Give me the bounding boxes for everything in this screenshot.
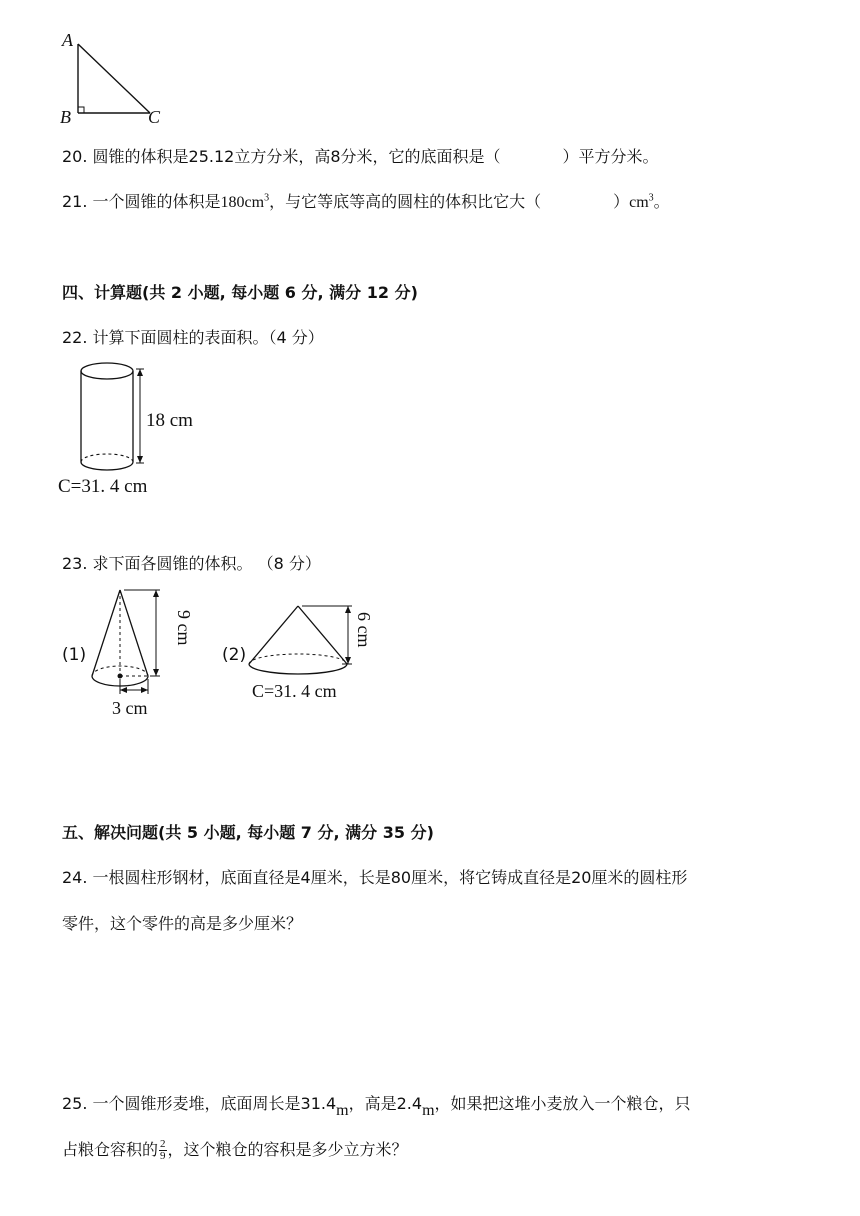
q25-fraction (159, 1139, 167, 1162)
q25-fraction-num: 2 (160, 1138, 166, 1150)
q25-l1-a: 25. 一个圆锥形麦堆，底面周长是31.4 (62, 1094, 337, 1113)
question-25-line-1 (62, 1093, 691, 1119)
cylinder-figure (56, 356, 216, 501)
triangle-figure (56, 28, 176, 128)
vertex-label-b: B (60, 107, 71, 127)
cone-1-index: (1) (62, 645, 87, 665)
q25-l1-c: ，如果把这堆小麦放入一个粮仓，只 (434, 1094, 691, 1113)
cylinder-height-label: 18 cm (146, 410, 193, 431)
q21-unit-exp: 3 (648, 192, 654, 204)
section-4-title: 四、计算题(共 2 小题, 每小题 6 分, 满分 12 分) (62, 283, 418, 302)
q25-unit-m-1: m (336, 1102, 349, 1119)
q25-unit-m-2: m (422, 1102, 435, 1119)
cone-2-figure (216, 596, 386, 706)
question-24-line-2: 零件，这个零件的高是多少厘米？ (62, 914, 303, 933)
cone-2-circumference-label: C=31. 4 cm (252, 681, 337, 701)
section-5-title: 五、解决问题(共 5 小题, 每小题 7 分, 满分 35 分) (62, 823, 434, 842)
cylinder-circumference-label: C=31. 4 cm (58, 476, 148, 497)
cone-2-index: (2) (222, 645, 247, 665)
question-25-line-2 (62, 1139, 408, 1162)
cone-1-figure (56, 582, 196, 722)
q21-end: 。 (653, 192, 670, 211)
vertex-label-c: C (148, 107, 161, 127)
q21-mid: ，与它等底等高的圆柱的体积比它大（ (269, 192, 542, 211)
cone-2-height-label: 6 cm (354, 612, 374, 648)
q21-value-exp: 3 (264, 192, 270, 204)
q25-l1-b: ，高是2.4 (348, 1094, 423, 1113)
q20-text: 20. 圆锥的体积是25.12立方分米，高8分米，它的底面积是（ (62, 147, 501, 166)
cone-1-radius-label: 3 cm (112, 698, 148, 718)
question-23: 23. 求下面各圆锥的体积。 （8 分） (62, 554, 321, 573)
q25-l2-a: 占粮仓容积的 (62, 1140, 159, 1159)
cone-1-height-label: 9 cm (174, 610, 194, 646)
q20-tail: ）平方分米。 (562, 147, 659, 166)
q21-value: 180cm (220, 194, 265, 211)
q21-pre: 21. 一个圆锥的体积是 (62, 192, 221, 211)
q25-fraction-den: 9 (160, 1150, 166, 1162)
question-22: 22. 计算下面圆柱的表面积。（4 分） (62, 328, 324, 347)
question-20 (62, 146, 659, 168)
q21-unit: ）cm (613, 194, 649, 211)
question-24-line-1: 24. 一根圆柱形钢材，底面直径是4厘米，长是80厘米，将它铸成直径是20厘米的圆柱形 (62, 868, 688, 887)
vertex-label-a: A (62, 30, 73, 50)
question-21 (62, 191, 670, 214)
q25-l2-b: ，这个粮仓的容积是多少立方米？ (167, 1140, 408, 1159)
